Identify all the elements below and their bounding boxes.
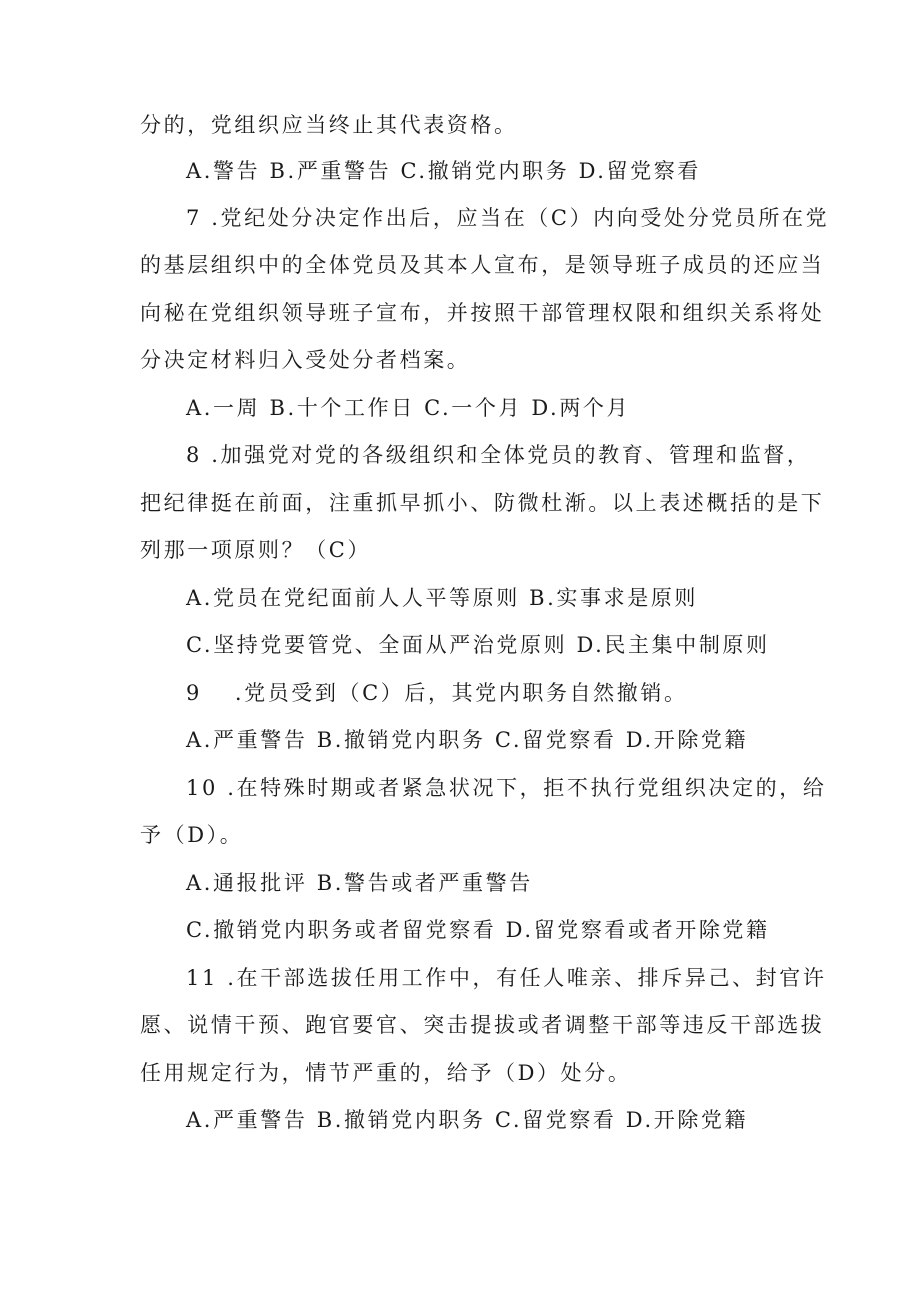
options-q6: A.警告 B.严重警告 C.撤销党内职务 D.留党察看 [186, 159, 701, 183]
options-q10-line2: C.撤销党内职务或者留党察看 D.留党察看或者开除党籍 [186, 918, 770, 942]
options-q9: A.严重警告 B.撤销党内职务 C.留党察看 D.开除党籍 [186, 728, 749, 752]
text-line: 予（D）。 [140, 823, 244, 847]
text-line: 的基层组织中的全体党员及其本人宣布，是领导班子成员的还应当 [140, 253, 825, 277]
options-q8-line1: A.党员在党纪面前人人平等原则 B.实事求是原则 [186, 586, 699, 610]
options-q7: A.一周 B.十个工作日 C.一个月 D.两个月 [186, 396, 631, 420]
question-10: 10 .在特殊时期或者紧急状况下，拒不执行党组织决定的，给 [186, 776, 827, 800]
question-9: 9 .党员受到（C）后，其党内职务自然撤销。 [186, 681, 688, 705]
question-8: 8 .加强党对党的各级组织和全体党员的教育、管理和监督， [186, 443, 811, 467]
options-q8-line2: C.坚持党要管党、全面从严治党原则 D.民主集中制原则 [186, 633, 770, 657]
text-line: 向秘在党组织领导班子宣布，并按照干部管理权限和组织关系将处 [140, 301, 825, 325]
text-line-q6-end: 分的，党组织应当终止其代表资格。 [140, 113, 518, 137]
question-11: 11 .在干部选拔任用工作中，有任人唯亲、排斥异己、封官许 [186, 966, 827, 990]
options-q10-line1: A.通报批评 B.警告或者严重警告 [186, 871, 533, 895]
text-line: 任用规定行为，情节严重的，给予（D）处分。 [140, 1061, 632, 1085]
text-line: 列那一项原则？（C） [140, 538, 372, 562]
text-line: 分决定材料归入受处分者档案。 [140, 348, 471, 372]
text-line: 把纪律挺在前面，注重抓早抓小、防微杜渐。以上表述概括的是下 [140, 491, 825, 515]
text-line: 愿、说情干预、跑官要官、突击提拔或者调整干部等违反干部选拔 [140, 1013, 825, 1037]
options-q11: A.严重警告 B.撤销党内职务 C.留党察看 D.开除党籍 [186, 1108, 749, 1132]
question-7: 7 .党纪处分决定作出后，应当在（C）内向受处分党员所在党 [186, 206, 830, 230]
